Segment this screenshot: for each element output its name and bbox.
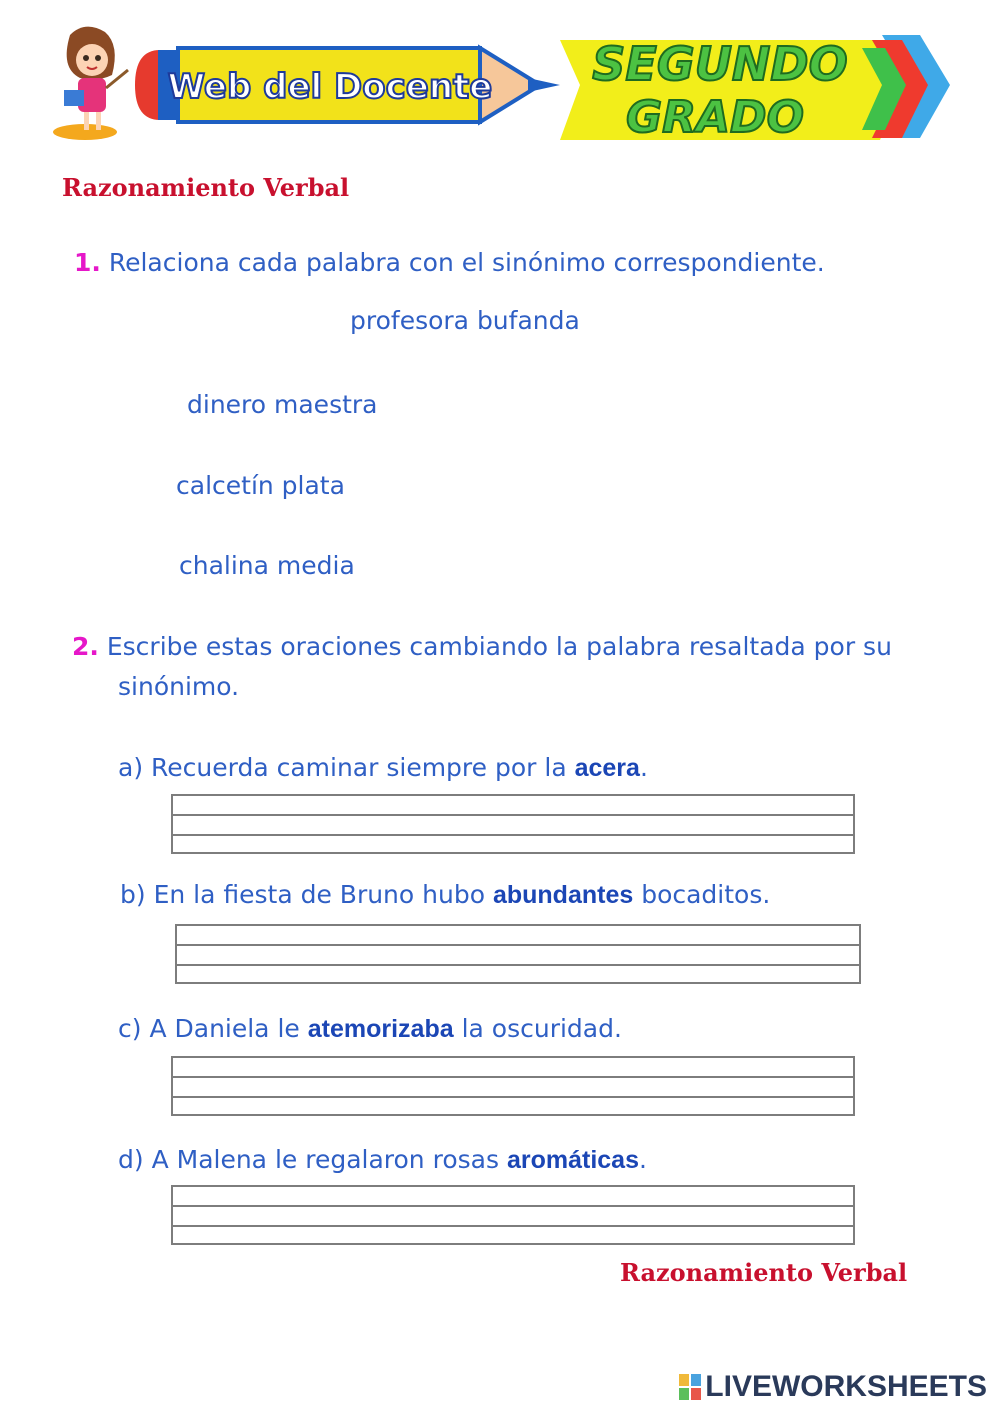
answer-line bbox=[173, 1096, 853, 1098]
answer-line bbox=[173, 1076, 853, 1078]
header-banner bbox=[40, 20, 960, 150]
grade-line1: SEGUNDO bbox=[592, 37, 848, 91]
answer-lines-a[interactable] bbox=[171, 794, 855, 854]
sentence-d-end: . bbox=[638, 1145, 647, 1174]
sentence-c-text: c) A Daniela le bbox=[118, 1014, 308, 1043]
sentence-a-end: . bbox=[639, 753, 648, 782]
sentence-b-end: bocaditos. bbox=[633, 880, 771, 909]
sentence-a-text: a) Recuerda caminar siempre por la bbox=[118, 753, 575, 782]
liveworksheets-text: LIVEWORKSHEETS bbox=[705, 1370, 987, 1403]
question-2-instruction: Escribe estas oraciones cambiando la palabra resaltada por su bbox=[106, 632, 892, 661]
word-pair-4: chalina media bbox=[179, 551, 355, 580]
sentence-c bbox=[118, 1014, 622, 1044]
word-pair-3: calcetín plata bbox=[176, 471, 345, 500]
liveworksheets-logo-icon bbox=[679, 1374, 701, 1400]
sentence-d-text: d) A Malena le regalaron rosas bbox=[118, 1145, 507, 1174]
sentence-c-end: la oscuridad. bbox=[453, 1014, 622, 1043]
question-1-number: 1. bbox=[74, 248, 101, 277]
sentence-d bbox=[118, 1145, 647, 1175]
sentence-b-highlight: abundantes bbox=[492, 881, 634, 909]
question-2-instruction-cont: sinónimo. bbox=[118, 672, 240, 701]
answer-lines-d[interactable] bbox=[171, 1185, 855, 1245]
question-2-number: 2. bbox=[72, 632, 99, 661]
word-pair-2: dinero maestra bbox=[187, 390, 378, 419]
question-2 bbox=[72, 632, 892, 661]
sentence-d-highlight: aromáticas bbox=[506, 1146, 639, 1174]
grade-line2: GRADO bbox=[626, 92, 804, 143]
liveworksheets-branding[interactable] bbox=[679, 1370, 987, 1404]
answer-line bbox=[177, 944, 859, 946]
answer-line bbox=[177, 964, 859, 966]
sentence-a bbox=[118, 753, 648, 783]
answer-line bbox=[173, 834, 853, 836]
answer-line bbox=[173, 814, 853, 816]
teacher-illustration-icon bbox=[53, 27, 128, 140]
answer-line bbox=[173, 1205, 853, 1207]
answer-line bbox=[173, 1225, 853, 1227]
sentence-b-text: b) En la fiesta de Bruno hubo bbox=[120, 880, 493, 909]
footer-title: Razonamiento Verbal bbox=[620, 1258, 908, 1287]
answer-lines-c[interactable] bbox=[171, 1056, 855, 1116]
logo-text: Web del Docente bbox=[167, 67, 493, 107]
sentence-b bbox=[120, 880, 770, 910]
word-pair-1: profesora bufanda bbox=[350, 306, 580, 335]
question-1-instruction: Relaciona cada palabra con el sinónimo correspondiente. bbox=[108, 248, 825, 277]
page-title: Razonamiento Verbal bbox=[62, 173, 350, 202]
question-1 bbox=[74, 248, 825, 277]
sentence-c-highlight: atemorizaba bbox=[307, 1015, 454, 1043]
sentence-a-highlight: acera bbox=[574, 754, 640, 782]
answer-lines-b[interactable] bbox=[175, 924, 861, 984]
